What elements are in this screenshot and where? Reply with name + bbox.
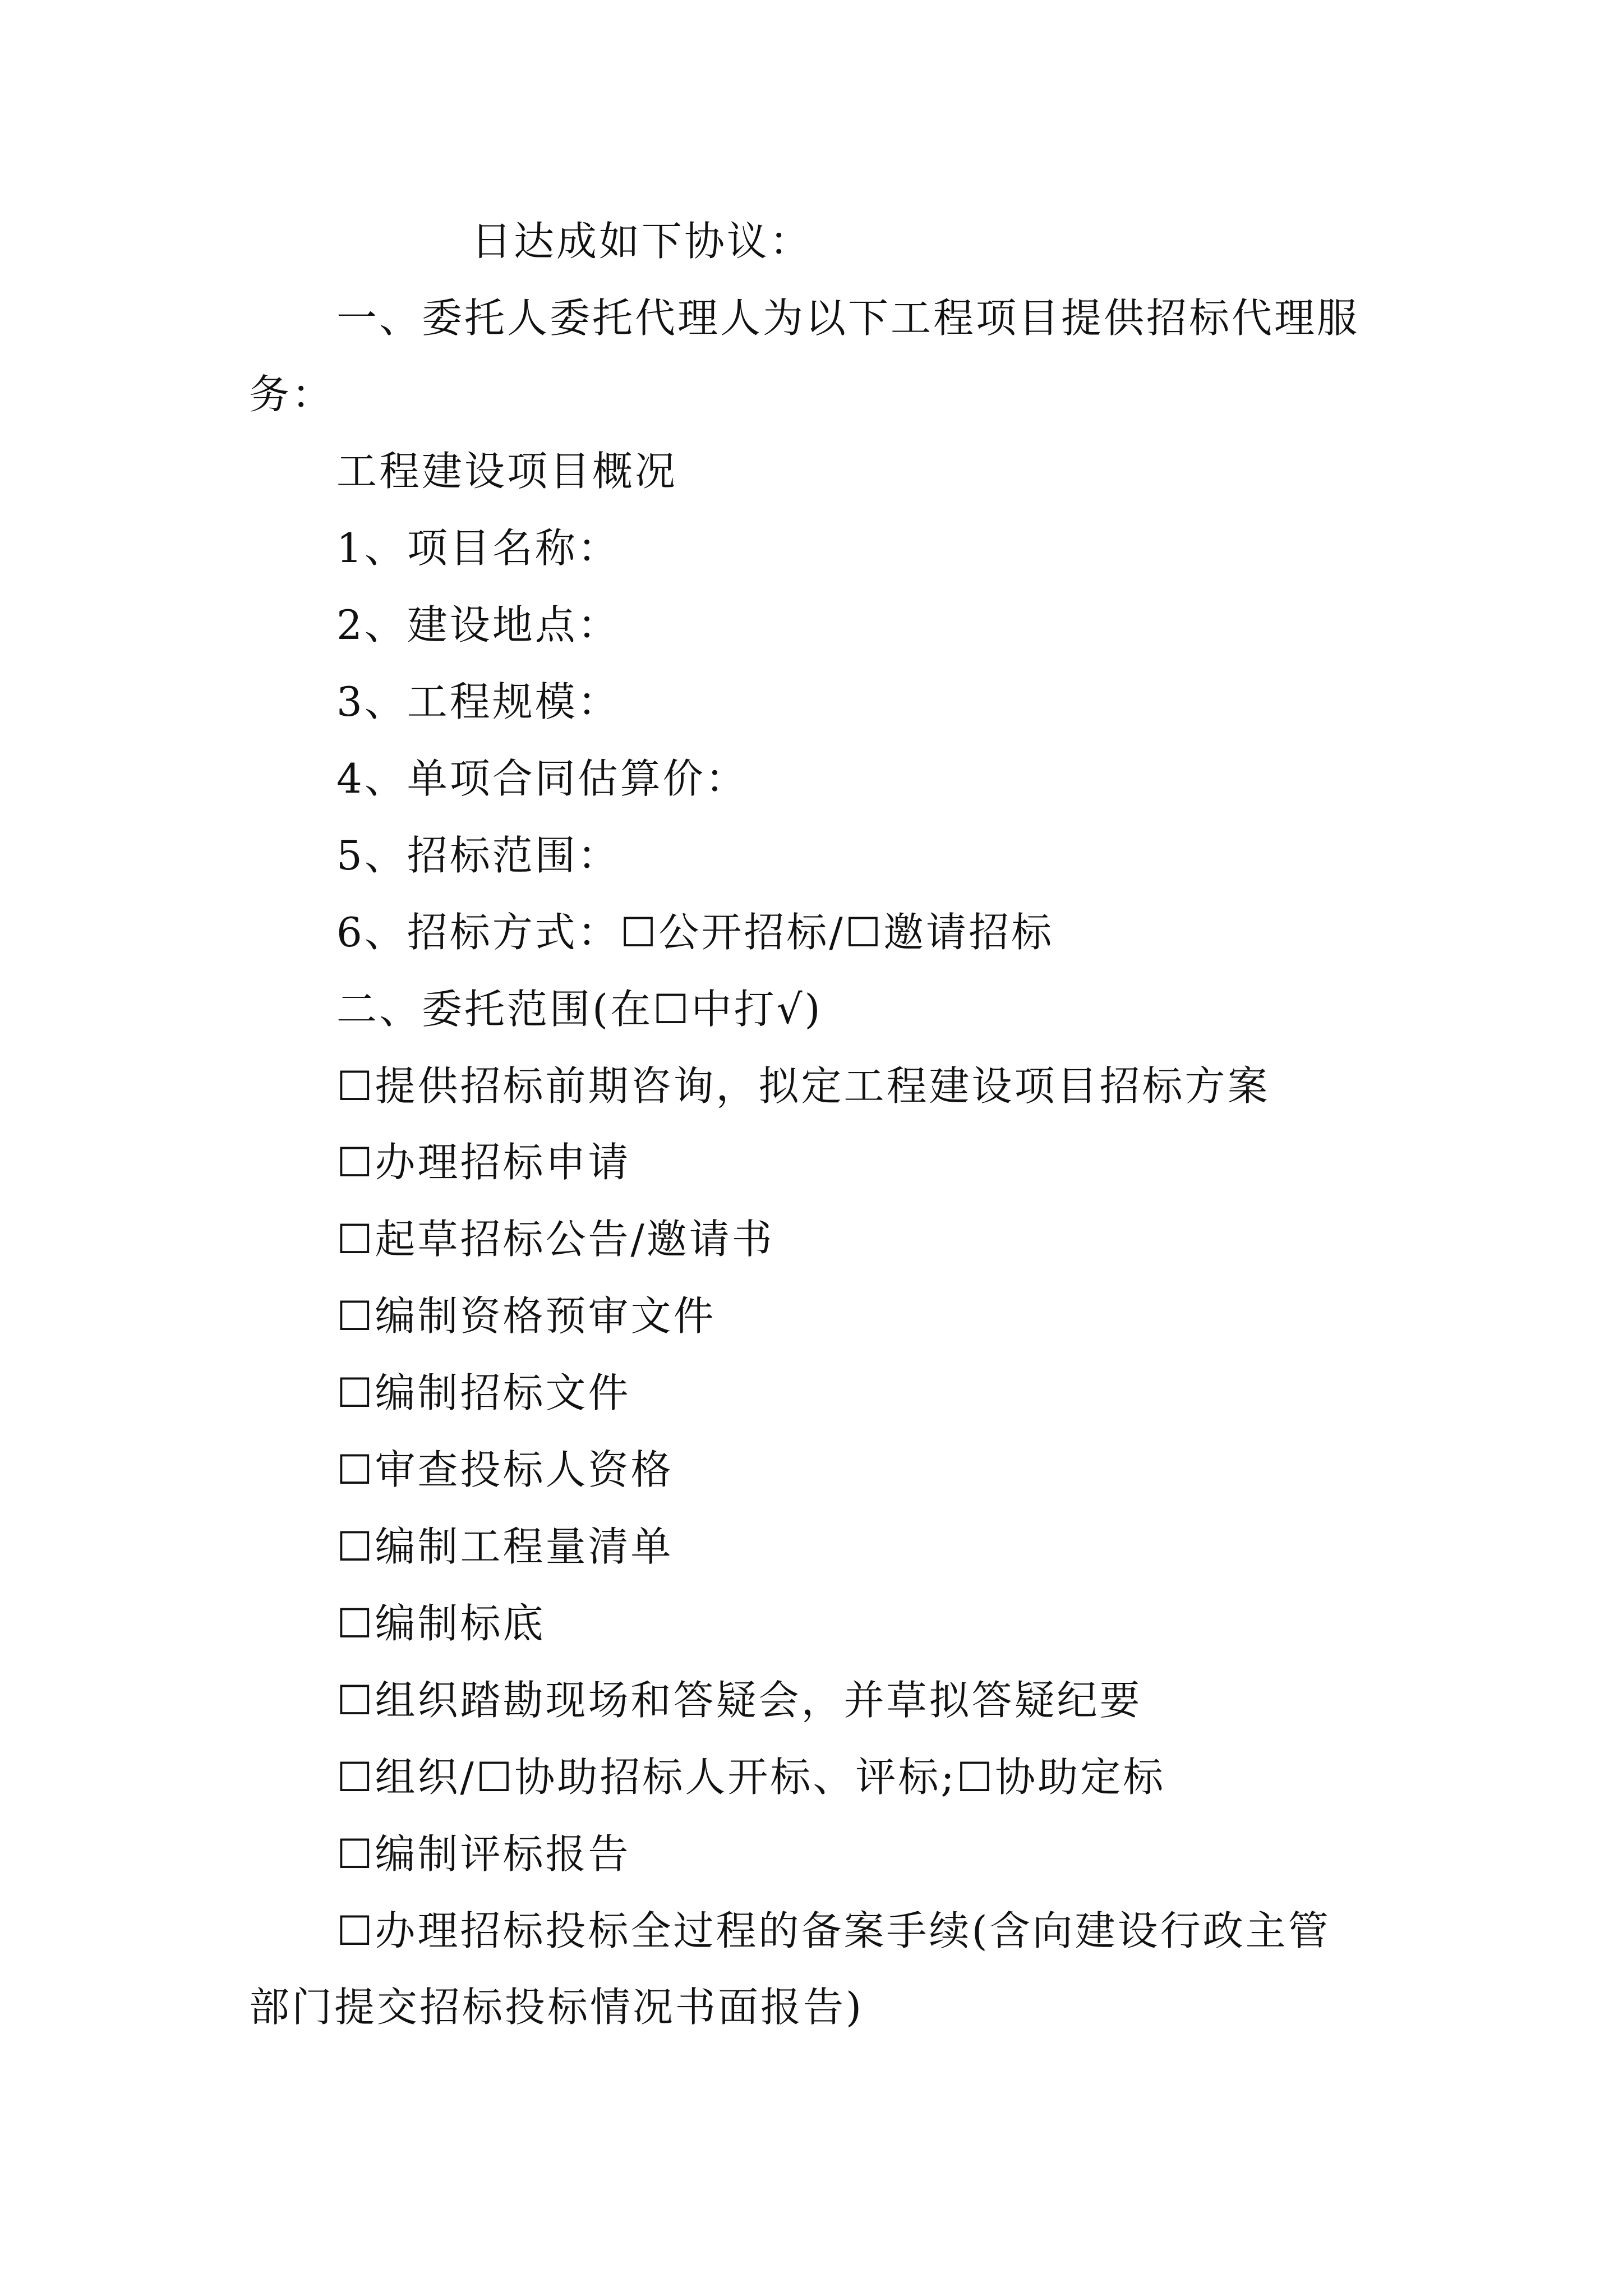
checkbox-item: ☐审查投标人资格 xyxy=(336,1446,674,1493)
checkbox-item: ☐办理招标投标全过程的备案手续(含向建设行政主管 xyxy=(336,1907,1331,1954)
checkbox-item: ☐编制招标文件 xyxy=(336,1369,631,1416)
checkbox-item: ☐起草招标公告/邀请书 xyxy=(336,1216,774,1263)
text-line: 一、委托人委托代理人为以下工程项目提供招标代理服 xyxy=(336,295,1360,342)
checkbox-item: ☐编制资格预审文件 xyxy=(336,1292,716,1340)
text-line: 3、工程规模： xyxy=(336,678,620,725)
checkbox-item: ☐编制评标报告 xyxy=(336,1830,631,1878)
text-line: 2、建设地点： xyxy=(336,601,620,648)
text-line: 1、项目名称： xyxy=(336,524,620,572)
text-line: 6、招标方式：☐公开招标/☐邀请招标 xyxy=(336,909,1054,956)
checkbox-item: ☐组织/☐协助招标人开标、评标;☐协助定标 xyxy=(336,1754,1166,1801)
checkbox-item: ☐办理招标申请 xyxy=(336,1139,631,1186)
text-line: 5、招标范围： xyxy=(336,832,620,879)
text-line: 部门提交招标投标情况书面报告) xyxy=(249,1984,864,2031)
text-line: 4、单项合同估算价： xyxy=(336,755,748,802)
section-heading: 二、委托范围(在☐中打√) xyxy=(336,986,823,1033)
section-heading: 工程建设项目概况 xyxy=(336,448,678,495)
checkbox-item: ☐编制标底 xyxy=(336,1600,546,1647)
checkbox-item: ☐提供招标前期咨询，拟定工程建设项目招标方案 xyxy=(336,1062,1270,1110)
checkbox-item: ☐组织踏勘现场和答疑会，并草拟答疑纪要 xyxy=(336,1677,1142,1724)
text-line: 日达成如下协议： xyxy=(471,218,813,265)
checkbox-item: ☐编制工程量清单 xyxy=(336,1523,674,1570)
text-line: 务： xyxy=(249,371,335,418)
